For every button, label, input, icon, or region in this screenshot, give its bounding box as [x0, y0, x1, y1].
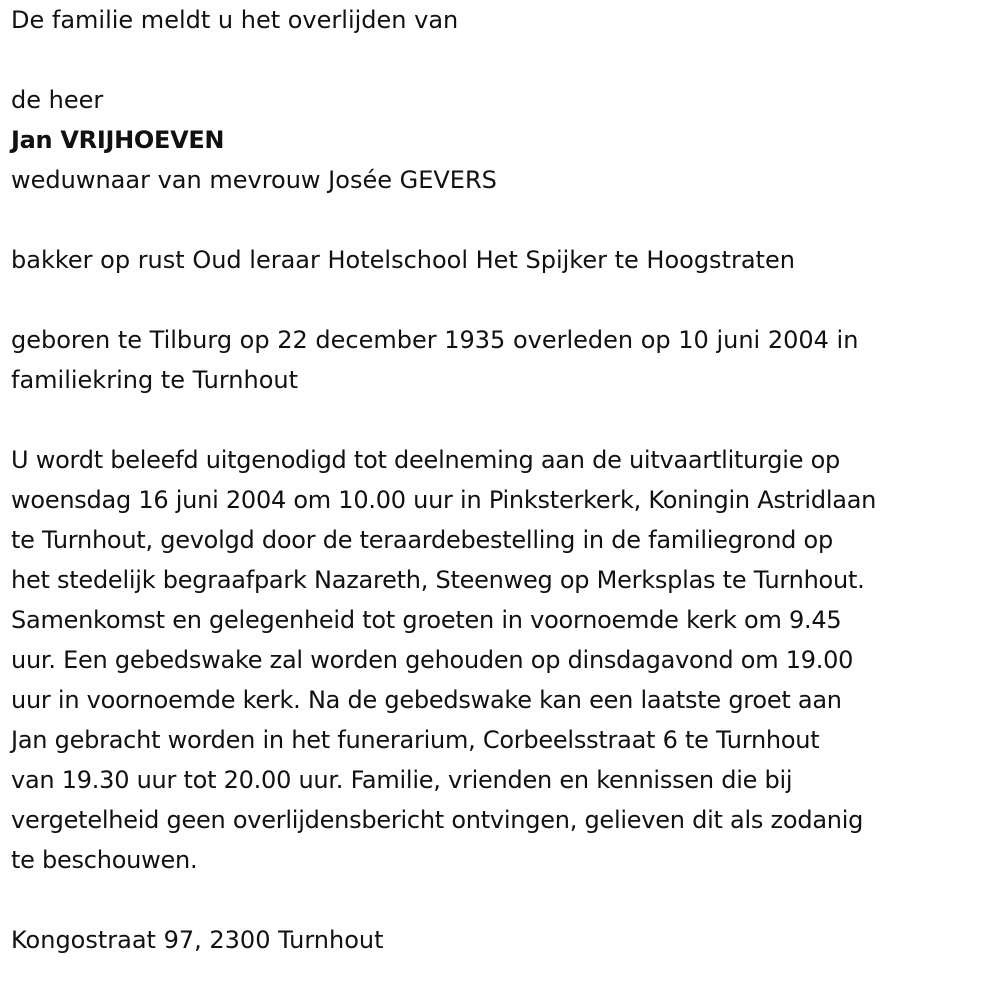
title-prefix: de heer [11, 86, 104, 114]
intro-text: De familie meldt u het overlijden van [11, 6, 459, 34]
spacer [11, 400, 996, 440]
paragraph-line: Jan gebracht worden in het funerarium, Corbeelsstraat 6 te Turnhout [11, 726, 820, 754]
spacer [11, 200, 996, 240]
paragraph-line: familiekring te Turnhout [11, 366, 299, 394]
paragraph-line: het stedelijk begraafpark Nazareth, Steenweg op Merksplas te Turnhout. [11, 566, 865, 594]
paragraph-line: vergetelheid geen overlijdensbericht ontvingen, gelieven dit als zodanig [11, 806, 864, 834]
obituary-notice [11, 0, 996, 960]
paragraph-line: te beschouwen. [11, 846, 198, 874]
spacer [11, 280, 996, 320]
spouse-text: weduwnaar van mevrouw Josée GEVERS [11, 166, 497, 194]
spacer [11, 880, 996, 920]
occupation-text: bakker op rust Oud leraar Hotelschool Het Spijker te Hoogstraten [11, 246, 795, 274]
spacer [11, 40, 996, 80]
paragraph-line: Samenkomst en gelegenheid tot groeten in voornoemde kerk om 9.45 [11, 606, 842, 634]
paragraph-line: uur. Een gebedswake zal worden gehouden op dinsdagavond om 19.00 [11, 646, 854, 674]
paragraph-line: uur in voornoemde kerk. Na de gebedswake kan een laatste groet aan [11, 686, 842, 714]
deceased-name: Jan VRIJHOEVEN [11, 126, 225, 154]
birth-death-paragraph [11, 320, 996, 400]
paragraph-line: geboren te Tilburg op 22 december 1935 overleden op 10 juni 2004 in [11, 326, 859, 354]
address-text: Kongostraat 97, 2300 Turnhout [11, 926, 384, 954]
paragraph-line: van 19.30 uur tot 20.00 uur. Familie, vrienden en kennissen die bij [11, 766, 793, 794]
paragraph-line: woensdag 16 juni 2004 om 10.00 uur in Pinksterkerk, Koningin Astridlaan [11, 486, 877, 514]
paragraph-line: U wordt beleefd uitgenodigd tot deelneming aan de uitvaartliturgie op [11, 446, 841, 474]
invitation-paragraph [11, 440, 996, 880]
paragraph-line: te Turnhout, gevolgd door de teraardebestelling in de familiegrond op [11, 526, 833, 554]
